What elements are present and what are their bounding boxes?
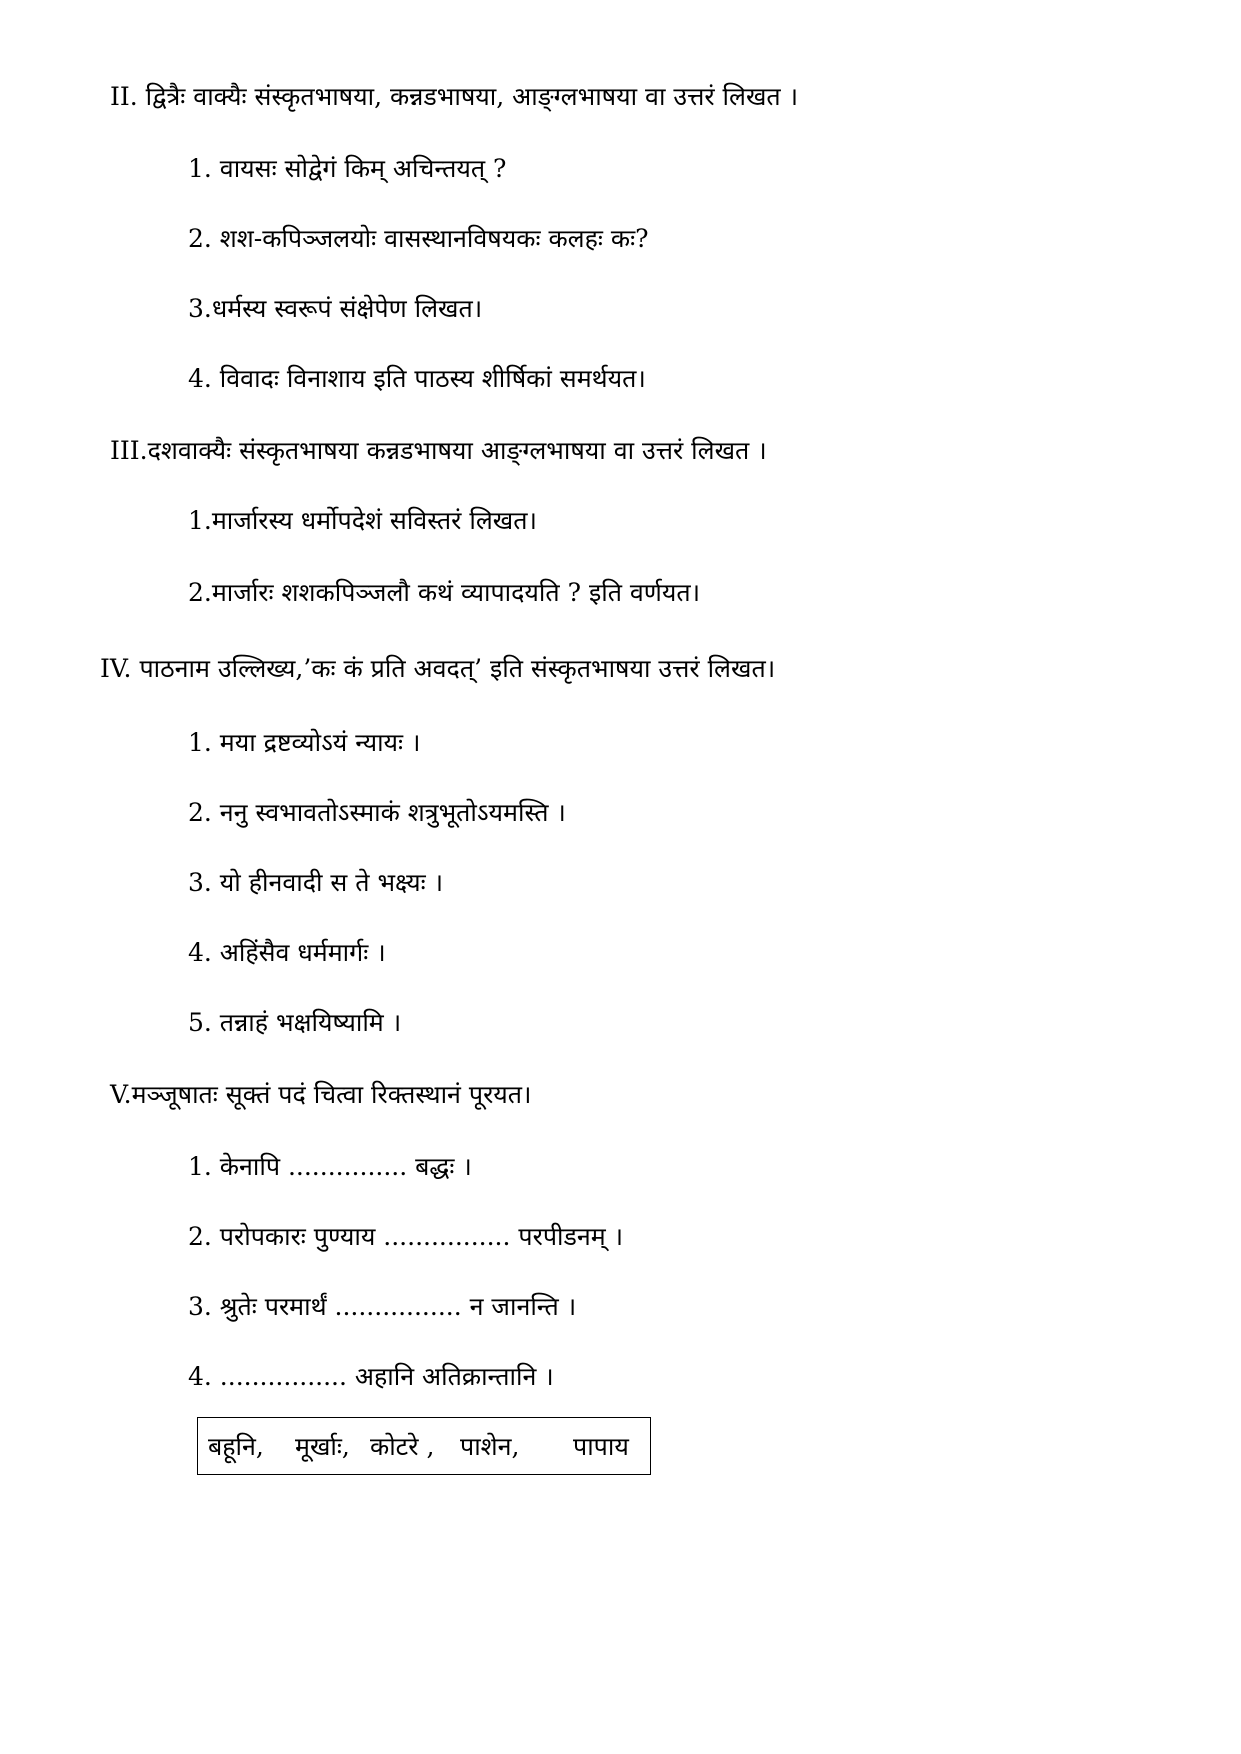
- question-ii-4: 4. विवादः विनाशाय इति पाठस्य शीर्षिकां समर्थयत।: [188, 364, 646, 393]
- question-v-1: 1. केनापि ............... बद्धः ।: [188, 1152, 472, 1181]
- question-v-2: 2. परोपकारः पुण्याय ................ परपीडनम् ।: [188, 1222, 624, 1251]
- question-v-3: 3. श्रुतेः परमार्थं ................ न जानन्ति ।: [188, 1292, 577, 1321]
- question-iii-2: 2.मार्जारः शशकपिञ्जलौ कथं व्यापादयति ? इति वर्णयत।: [188, 578, 701, 607]
- word-bank-word-2: मूर्खाः,: [295, 1432, 350, 1461]
- word-bank-box: [197, 1417, 651, 1475]
- question-iv-3: 3. यो हीनवादी स ते भक्ष्यः ।: [188, 868, 444, 897]
- question-ii-2: 2. शश-कपिञ्जलयोः वासस्थानविषयकः कलहः कः?: [188, 224, 649, 253]
- question-ii-3: 3.धर्मस्य स्वरूपं संक्षेपेण लिखत।: [188, 294, 483, 323]
- word-bank-word-3: कोटरे ,: [370, 1432, 435, 1461]
- word-bank-word-4: पाशेन,: [460, 1432, 520, 1461]
- word-bank-word-1: बहूनि,: [208, 1432, 264, 1461]
- question-iv-4: 4. अहिंसैव धर्ममार्गः ।: [188, 938, 386, 967]
- question-iv-1: 1. मया द्रष्टव्योऽयं न्यायः ।: [188, 728, 421, 757]
- section-v-heading: V.मञ्जूषातः सूक्तं पदं चित्वा रिक्तस्थानं पूरयत।: [110, 1080, 532, 1109]
- section-ii-heading: II. द्वित्रैः वाक्यैः संस्कृतभाषया, कन्नडभाषया, आङ्ग्लभाषया वा उत्तरं लिखत ।: [110, 82, 799, 111]
- question-iv-2: 2. ननु स्वभावतोऽस्माकं शत्रुभूतोऽयमस्ति ।: [188, 798, 566, 827]
- question-iii-1: 1.मार्जारस्य धर्मोपदेशं सविस्तरं लिखत।: [188, 506, 537, 535]
- question-v-4: 4. ................ अहानि अतिक्रान्तानि ।: [188, 1362, 554, 1391]
- question-iv-5: 5. तन्नाहं भक्षयिष्यामि ।: [188, 1008, 402, 1037]
- section-iii-heading: III.दशवाक्यैः संस्कृतभाषया कन्नडभाषया आङ्ग्लभाषया वा उत्तरं लिखत ।: [110, 436, 767, 465]
- section-iv-heading: IV. पाठनाम उल्लिख्य,’कः कं प्रति अवदत्’ इति संस्कृतभाषया उत्तरं लिखत।: [100, 654, 776, 683]
- question-ii-1: 1. वायसः सोद्वेगं किम् अचिन्तयत् ?: [188, 154, 507, 183]
- word-bank-word-5: पापाय: [573, 1432, 629, 1461]
